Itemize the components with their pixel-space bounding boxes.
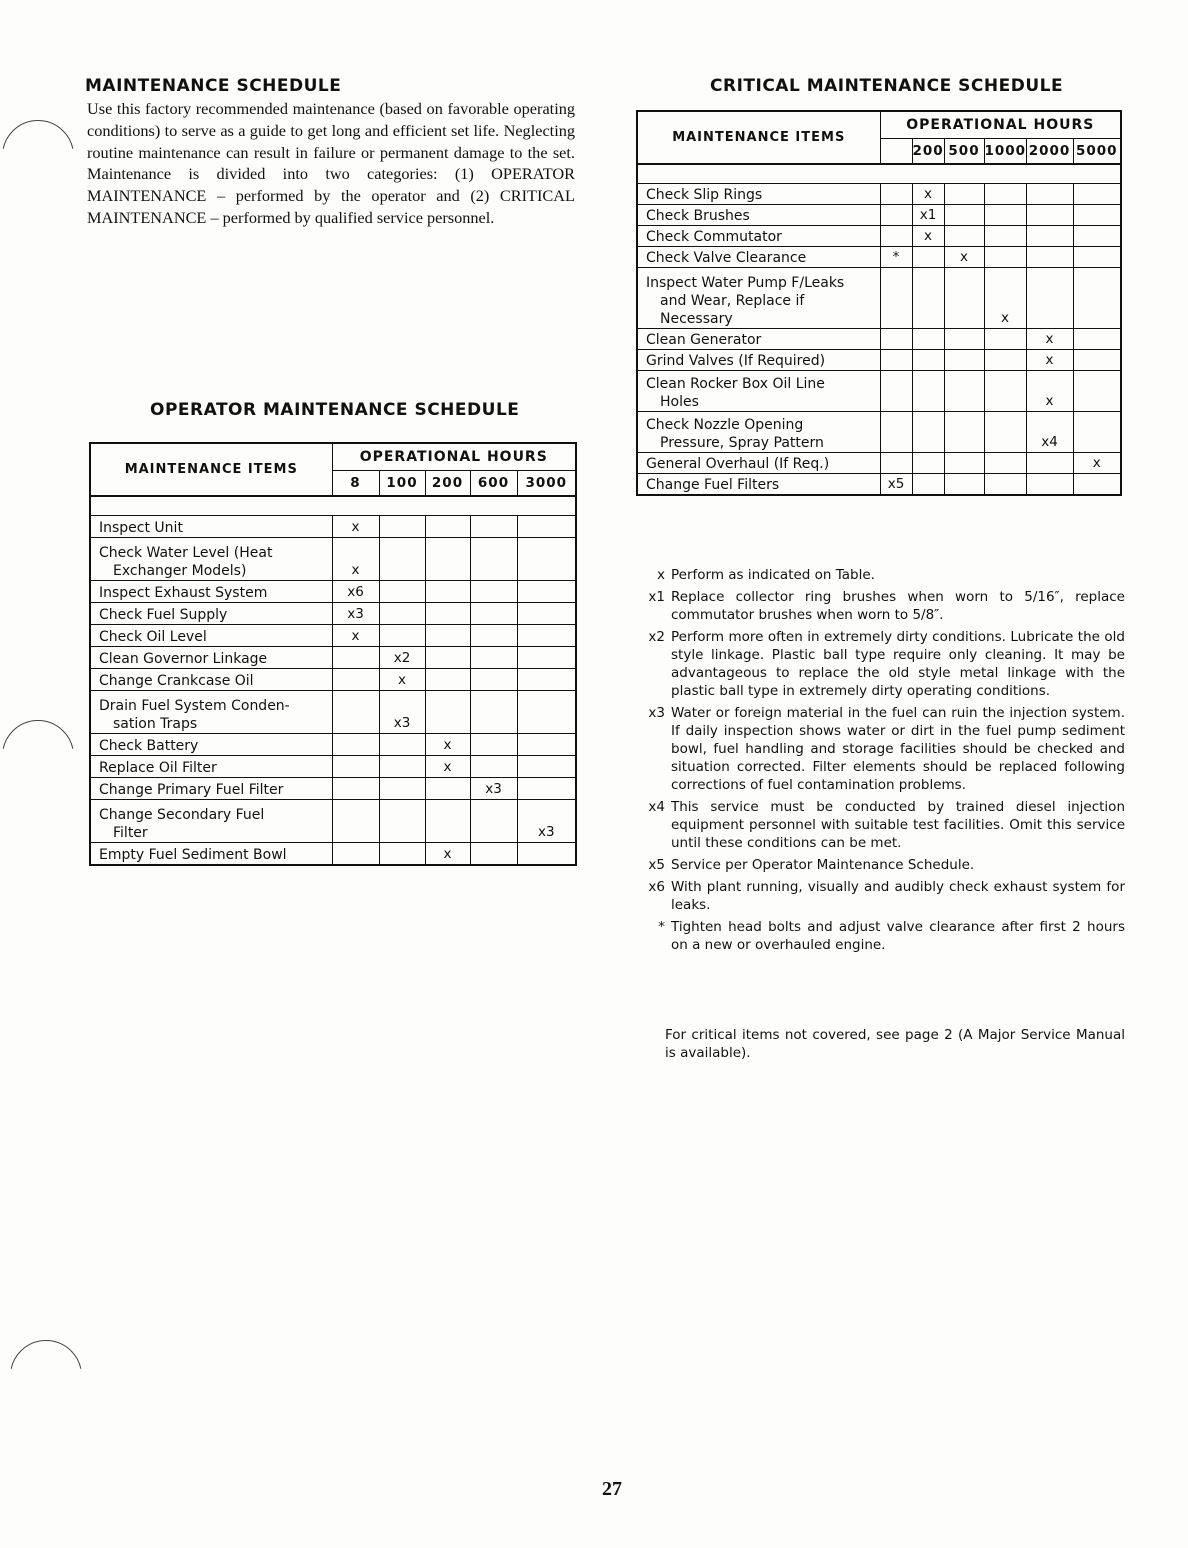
operator-schedule-heading: OPERATOR MAINTENANCE SCHEDULE [150,400,520,420]
maintenance-item-cell [90,538,332,581]
operator-hours-col: 100 [379,471,425,497]
schedule-mark [880,453,912,474]
schedule-mark [880,412,912,453]
maintenance-item-label: Check Valve Clearance [646,250,807,266]
footnote-text: Tighten head bolts and adjust valve clearance after first 2 hours on a new or overhauled engine. [671,919,1125,953]
maintenance-item-label-cont: Exchanger Models) [113,563,247,579]
schedule-mark [517,647,576,669]
schedule-mark: x3 [332,603,379,625]
maintenance-item-cell [90,669,332,691]
schedule-mark [379,734,425,756]
table-row [90,734,576,756]
schedule-mark [912,371,944,412]
schedule-mark [425,538,470,581]
footnote-text: Perform as indicated on Table. [671,567,875,583]
critical-hours-col [880,139,912,165]
schedule-mark [984,226,1026,247]
maintenance-item-label-cont: sation Traps [113,716,198,732]
schedule-mark: x [912,184,944,205]
schedule-mark [425,603,470,625]
schedule-mark [425,778,470,800]
maintenance-item-cell [90,800,332,843]
maintenance-item-label: Replace Oil Filter [99,760,217,776]
schedule-mark [1026,184,1073,205]
binder-hole-top [2,120,74,192]
maintenance-item-label: Change Primary Fuel Filter [99,782,284,798]
schedule-mark [1073,205,1121,226]
schedule-mark: x [1026,329,1073,350]
schedule-mark [425,669,470,691]
schedule-mark [379,625,425,647]
footnote-key: x5 [648,857,665,873]
schedule-mark [517,538,576,581]
schedule-mark [379,800,425,843]
footnote-item [633,704,1125,794]
maintenance-item-cell [90,778,332,800]
schedule-mark [984,247,1026,268]
maintenance-item-cell [90,756,332,778]
schedule-mark: x [332,625,379,647]
schedule-mark [517,516,576,538]
table-row [637,247,1121,268]
maintenance-item-cell [637,453,880,474]
schedule-mark [470,756,517,778]
footnotes-list [633,566,1125,958]
maintenance-item-label: Empty Fuel Sediment Bowl [99,847,287,863]
maintenance-item-label: Inspect Exhaust System [99,585,268,601]
page-number: 27 [602,1478,622,1500]
schedule-mark [912,268,944,329]
schedule-mark: x [1026,350,1073,371]
footnote-text: Service per Operator Maintenance Schedule. [671,857,975,873]
schedule-mark: x1 [912,205,944,226]
schedule-mark [944,474,984,496]
footnote-key: x4 [648,799,665,815]
schedule-mark [379,538,425,581]
schedule-mark [332,734,379,756]
table-row [637,226,1121,247]
schedule-mark [332,843,379,866]
schedule-mark [944,453,984,474]
schedule-mark [470,603,517,625]
schedule-mark: x2 [379,647,425,669]
maintenance-item-label: Change Crankcase Oil [99,673,254,689]
schedule-mark [1073,350,1121,371]
footnote-item [633,588,1125,624]
schedule-mark [332,647,379,669]
table-row [90,800,576,843]
schedule-mark [517,691,576,734]
footnote-key: * [658,919,665,935]
table-row [637,350,1121,371]
footnote-text: Water or foreign material in the fuel can ruin the injection system. If daily inspection shows water or dirt in the fuel pump sediment bowl, fuel handling and storage facilities should be checked and situation corrected. Filter elements should be replaced following corrections of fuel contamination problems. [671,705,1125,793]
maintenance-item-cell [90,734,332,756]
maintenance-item-label: Check Battery [99,738,199,754]
operator-hours-col: 600 [470,471,517,497]
schedule-mark [332,756,379,778]
schedule-mark [470,843,517,866]
schedule-mark [880,329,912,350]
schedule-mark [912,412,944,453]
maintenance-item-label: Check Water Level (Heat [99,545,273,561]
schedule-mark [470,691,517,734]
maintenance-item-label: General Overhaul (If Req.) [646,456,830,472]
schedule-mark [1073,412,1121,453]
operator-items-header: MAINTENANCE ITEMS [90,443,332,496]
table-row [90,625,576,647]
critical-hours-col: 5000 [1073,139,1121,165]
footnote-key: x6 [648,879,665,895]
critical-hours-col: 200 [912,139,944,165]
schedule-mark [1026,247,1073,268]
maintenance-item-cell [637,205,880,226]
schedule-mark: x3 [517,800,576,843]
schedule-mark: x [944,247,984,268]
schedule-mark [379,516,425,538]
schedule-mark [944,268,984,329]
maintenance-item-cell [90,691,332,734]
schedule-mark [379,603,425,625]
schedule-mark: x3 [379,691,425,734]
schedule-mark [1073,371,1121,412]
schedule-mark [517,843,576,866]
maintenance-intro-paragraph: Use this factory recommended maintenance (based on favorable operating conditions) to serve as a guide to get long and efficient set life. Neglecting routine maintenance can result in failure or permanent damage to the set. Maintenance is divided into two categories: (1) OPERATOR MAINTENANCE – performed by the operator and (2) CRITICAL MAINTENANCE – performed by qualified service personnel. [87,99,575,227]
maintenance-item-cell [637,474,880,496]
schedule-mark [425,625,470,647]
schedule-mark: x [912,226,944,247]
maintenance-item-label-cont: Holes [660,394,699,410]
operator-hours-col: 200 [425,471,470,497]
maintenance-item-cell [90,647,332,669]
schedule-mark [880,371,912,412]
schedule-mark [880,226,912,247]
schedule-mark [332,669,379,691]
critical-hours-header: OPERATIONAL HOURS [880,111,1121,139]
schedule-mark [1073,247,1121,268]
binder-hole-middle [2,720,74,792]
schedule-mark [379,581,425,603]
schedule-mark [912,350,944,371]
maintenance-item-cell [637,184,880,205]
schedule-mark [944,350,984,371]
schedule-mark [1073,329,1121,350]
schedule-mark [517,734,576,756]
schedule-mark [1073,226,1121,247]
footnote-item [633,628,1125,700]
table-row [90,843,576,866]
critical-hours-col: 500 [944,139,984,165]
schedule-mark [470,625,517,647]
schedule-mark [984,412,1026,453]
schedule-mark [880,205,912,226]
schedule-mark [332,800,379,843]
critical-schedule-table [636,110,1122,496]
schedule-mark [880,268,912,329]
schedule-mark [944,226,984,247]
maintenance-item-label-cont: Pressure, Spray Pattern [660,435,824,451]
footnote-text: Perform more often in extremely dirty conditions. Lubricate the old style linkage. Plastic ball type require only cleaning. It may be advantageous to replace the old style metal linkage with the plastic ball type in extremely dirty operating conditions. [671,629,1125,699]
maintenance-item-label: Check Oil Level [99,629,207,645]
schedule-mark: x [379,669,425,691]
footnote-item [633,918,1125,954]
schedule-mark [470,538,517,581]
schedule-mark [379,778,425,800]
footnote-key: x [657,567,665,583]
maintenance-item-cell [637,350,880,371]
maintenance-item-label: Clean Governor Linkage [99,651,268,667]
schedule-mark [912,474,944,496]
maintenance-item-cell [637,226,880,247]
schedule-mark [470,647,517,669]
table-row [637,412,1121,453]
critical-schedule-heading: CRITICAL MAINTENANCE SCHEDULE [710,76,1064,96]
table-row [90,756,576,778]
maintenance-item-label: Clean Rocker Box Oil Line [646,376,825,392]
binder-hole-bottom [10,1340,82,1412]
table-row [90,691,576,734]
footnote-key: x2 [648,629,665,645]
maintenance-item-label: Inspect Unit [99,520,183,536]
maintenance-item-label: Change Secondary Fuel [99,807,265,823]
schedule-mark [984,205,1026,226]
maintenance-item-label: Grind Valves (If Required) [646,353,826,369]
critical-hours-col: 2000 [1026,139,1073,165]
schedule-mark [517,603,576,625]
schedule-mark [984,350,1026,371]
table-row [90,647,576,669]
maintenance-item-label: Inspect Water Pump F/Leaks [646,275,845,291]
footnote-item [633,566,1125,584]
schedule-mark [944,412,984,453]
table-row [637,184,1121,205]
schedule-mark [425,516,470,538]
footnote-key: x3 [648,705,665,721]
schedule-mark [984,474,1026,496]
table-row [90,778,576,800]
schedule-mark [517,625,576,647]
schedule-mark [1073,184,1121,205]
schedule-mark: x [332,538,379,581]
closing-note: For critical items not covered, see page 2 (A Major Service Manual is available). [665,1027,1125,1061]
table-row [637,474,1121,496]
schedule-mark [912,453,944,474]
schedule-mark: x [425,734,470,756]
operator-hours-col: 3000 [517,471,576,497]
schedule-mark [984,329,1026,350]
schedule-mark [880,184,912,205]
schedule-mark [517,581,576,603]
schedule-mark: x [1073,453,1121,474]
maintenance-item-label: Check Brushes [646,208,750,224]
schedule-mark: x4 [1026,412,1073,453]
schedule-mark [470,800,517,843]
maintenance-item-cell [637,371,880,412]
table-row [637,329,1121,350]
schedule-mark [1026,474,1073,496]
schedule-mark [470,734,517,756]
schedule-mark [912,247,944,268]
schedule-mark [1026,205,1073,226]
schedule-mark [1026,453,1073,474]
schedule-mark [984,184,1026,205]
maintenance-item-label: Check Nozzle Opening [646,417,804,433]
schedule-mark [944,329,984,350]
schedule-mark [470,581,517,603]
maintenance-item-cell [90,843,332,866]
table-row [90,669,576,691]
schedule-mark [517,669,576,691]
maintenance-item-cell [637,268,880,329]
table-row [637,205,1121,226]
schedule-mark: x6 [332,581,379,603]
schedule-mark [332,778,379,800]
schedule-mark [1026,268,1073,329]
maintenance-item-cell [637,247,880,268]
table-row [90,516,576,538]
maintenance-item-label: Drain Fuel System Conden- [99,698,290,714]
table-row [637,268,1121,329]
schedule-mark [425,647,470,669]
critical-items-header: MAINTENANCE ITEMS [637,111,880,164]
table-row [90,581,576,603]
maintenance-item-cell [90,603,332,625]
footnote-key: x1 [648,589,665,605]
table-row [637,371,1121,412]
schedule-mark [470,669,517,691]
schedule-mark [1073,268,1121,329]
table-row [90,603,576,625]
maintenance-item-cell [637,329,880,350]
schedule-mark: x [332,516,379,538]
maintenance-item-cell [90,625,332,647]
schedule-mark [1026,226,1073,247]
schedule-mark: x [425,756,470,778]
schedule-mark: x5 [880,474,912,496]
schedule-mark [425,581,470,603]
schedule-mark [517,778,576,800]
schedule-mark [912,329,944,350]
schedule-mark [944,371,984,412]
operator-schedule-table [89,442,577,866]
schedule-mark: x [425,843,470,866]
schedule-mark [944,205,984,226]
schedule-mark: x [984,268,1026,329]
schedule-mark [332,691,379,734]
footnote-text: With plant running, visually and audibly check exhaust system for leaks. [671,879,1125,913]
schedule-mark [517,756,576,778]
schedule-mark: x3 [470,778,517,800]
schedule-mark: * [880,247,912,268]
footnote-item [633,798,1125,852]
schedule-mark [944,184,984,205]
table-row [90,538,576,581]
footnote-text: This service must be conducted by trained diesel injection equipment personnel with suitable test facilities. Omit this service until these conditions can be met. [671,799,1125,851]
maintenance-item-cell [637,412,880,453]
maintenance-item-label-cont: Necessary [660,311,733,327]
maintenance-item-label: Check Fuel Supply [99,607,228,623]
maintenance-schedule-heading: MAINTENANCE SCHEDULE [85,76,342,96]
table-divider [90,496,576,516]
schedule-mark [425,691,470,734]
maintenance-item-cell [90,516,332,538]
schedule-mark [425,800,470,843]
maintenance-item-label: Check Slip Rings [646,187,763,203]
schedule-mark [470,516,517,538]
schedule-mark [880,350,912,371]
maintenance-item-label-cont: Filter [113,825,148,841]
footnote-item [633,856,1125,874]
maintenance-item-label: Check Commutator [646,229,782,245]
schedule-mark [984,371,1026,412]
maintenance-item-label: Clean Generator [646,332,762,348]
footnote-item [633,878,1125,914]
schedule-mark: x [1026,371,1073,412]
maintenance-item-cell [90,581,332,603]
maintenance-item-label: Change Fuel Filters [646,477,780,493]
critical-hours-col: 1000 [984,139,1026,165]
schedule-mark [1073,474,1121,496]
operator-hours-col: 8 [332,471,379,497]
table-divider [637,164,1121,184]
footnote-text: Replace collector ring brushes when worn to 5/16″, replace commutator brushes when worn to 5/8″. [671,589,1125,623]
schedule-mark [984,453,1026,474]
operator-hours-header: OPERATIONAL HOURS [332,443,576,471]
schedule-mark [379,756,425,778]
schedule-mark [379,843,425,866]
maintenance-item-label-cont: and Wear, Replace if [660,293,805,309]
table-row [637,453,1121,474]
